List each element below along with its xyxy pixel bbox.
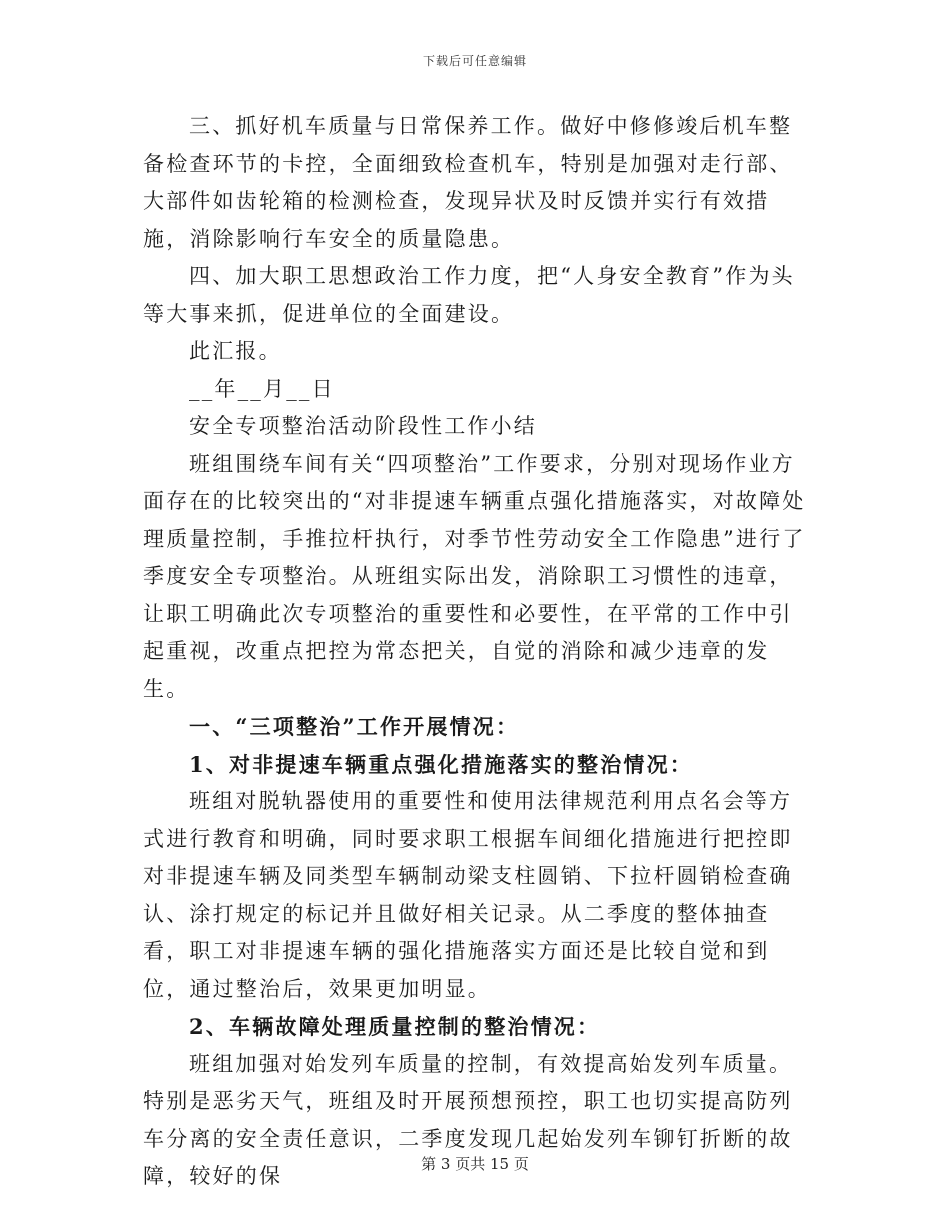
page-footer: 第 3 页共 15 页 bbox=[421, 1155, 529, 1173]
paragraph-intro: 班组围绕车间有关“四项整治”工作要求，分别对现场作业方面存在的比较突出的“对非提速车辆重点强化措施落实，对故障处理质量控制，手推拉杆执行，对季节性劳动安全工作隐患”进行了季度安全专项整治。从班组实际出发，消除职工习惯性的违章，让职工明确此次专项整治的重要性和必要性，在平常的工作中引起重视，改重点把控为常态把关，自觉的消除和减少违章的发生。 bbox=[143, 451, 806, 701]
paragraph-political-work: 四、加大职工思想政治工作力度，把“人身安全教育”作为头等大事来抓，促进单位的全面建设。 bbox=[143, 264, 795, 326]
subsection-heading-2: 2、车辆故障处理质量控制的整治情况： bbox=[189, 1014, 601, 1039]
date-line: __年__月__日 bbox=[189, 376, 335, 401]
paragraph-quality-maintenance: 三、抓好机车质量与日常保养工作。做好中修修竣后机车整备检查环节的卡控，全面细致检查机车，特别是加强对走行部、大部件如齿轮箱的检测检查，发现异状及时反馈并实行有效措施，消除影响行车安全的质量隐患。 bbox=[143, 114, 793, 251]
paragraph-closing: 此汇报。 bbox=[189, 339, 282, 363]
section-heading-1: 一、“三项整治”工作开展情况： bbox=[189, 714, 520, 739]
document-body bbox=[143, 108, 811, 1196]
paragraph-non-speedup-vehicles: 班组对脱轨器使用的重要性和使用法律规范利用点名会等方式进行教育和明确，同时要求职工根据车间细化措施进行把控即对非提速车辆及同类型车辆制动梁支柱圆销、下拉杆圆销检查确认、涂打规定的标记并且做好相关记录。从二季度的整体抽查看，职工对非提速车辆的强化措施落实方面还是比较自觉和到位，通过整治后，效果更加明显。 bbox=[143, 789, 793, 1001]
page-header: 下载后可任意编辑 bbox=[422, 54, 527, 68]
paragraph-fault-quality-control: 班组加强对始发列车质量的控制，有效提高始发列车质量。特别是恶劣天气，班组及时开展预想预控，职工也切实提高防列车分离的安全责任意识，二季度发现几起始发列车铆钉折断的故障，较好的保 bbox=[143, 1051, 793, 1188]
document-title: 安全专项整治活动阶段性工作小结 bbox=[189, 414, 537, 438]
subsection-heading-1: 1、对非提速车辆重点强化措施落实的整治情况： bbox=[189, 751, 694, 777]
